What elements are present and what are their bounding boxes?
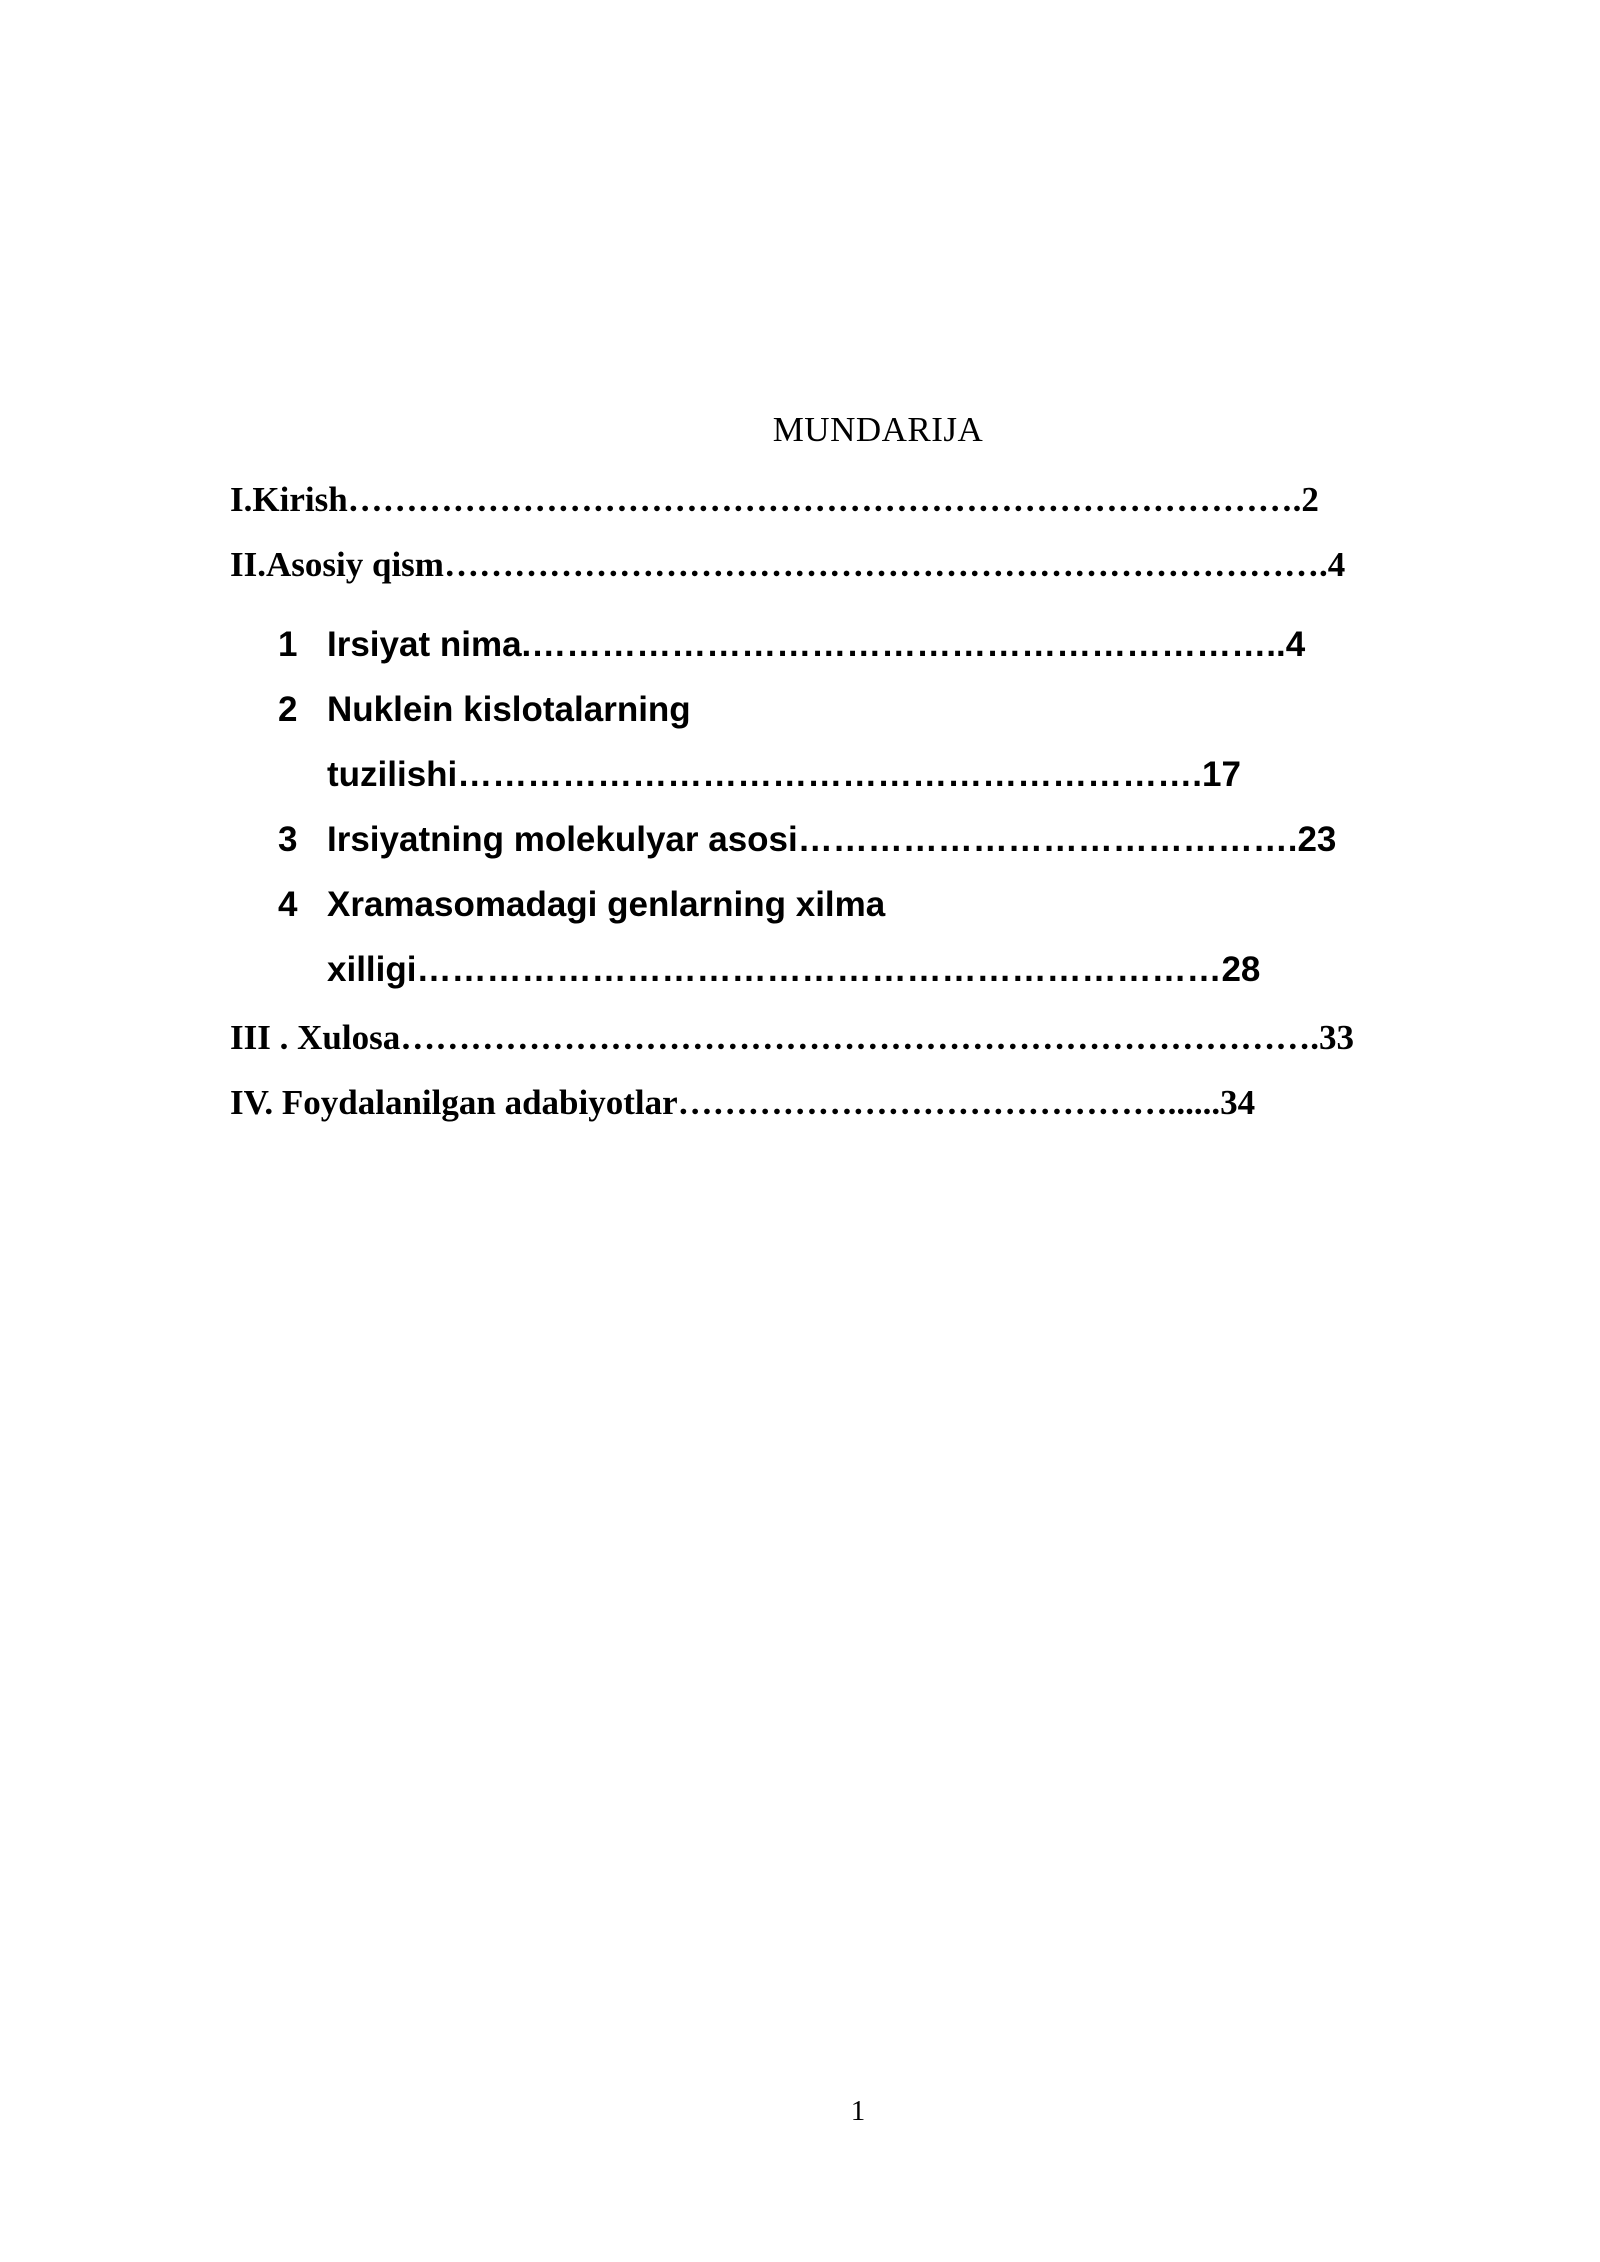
- toc-subitem-number-3: 3: [278, 820, 298, 859]
- toc-entry-kirish: I.Kirish……………………………………………………………………….2: [230, 480, 1319, 519]
- toc-entry-adabiyotlar: IV. Foydalanilgan adabiyotlar……………………………………......34: [230, 1083, 1256, 1122]
- toc-subentry-xramasoma-line1: Xramasomadagi genlarning xilma: [327, 885, 886, 924]
- toc-entry-asosiy-qism: II.Asosiy qism………………………………………………………………….4: [230, 545, 1346, 584]
- toc-subentry-irsiyat-nima: Irsiyat nima.………………………………………………………..4: [327, 625, 1306, 664]
- toc-subentry-nuklein-line1: Nuklein kislotalarning: [327, 690, 691, 729]
- toc-subitem-number-1: 1: [278, 625, 298, 664]
- page-number: 1: [850, 2095, 866, 2127]
- toc-title: MUNDARIJA: [772, 410, 984, 449]
- toc-subitem-number-4: 4: [278, 885, 298, 924]
- toc-subentry-molekulyar-asosi: Irsiyatning molekulyar asosi…………………………………….23: [327, 820, 1337, 859]
- toc-subentry-xramasoma-line2: xilligi……………………………………………………………28: [327, 950, 1261, 989]
- toc-subitem-number-2: 2: [278, 690, 298, 729]
- toc-subentry-nuklein-line2: tuzilishi……………………………………………………….17: [327, 755, 1241, 794]
- toc-entry-xulosa: III . Xulosa…………………………………………………………………….33: [230, 1018, 1354, 1057]
